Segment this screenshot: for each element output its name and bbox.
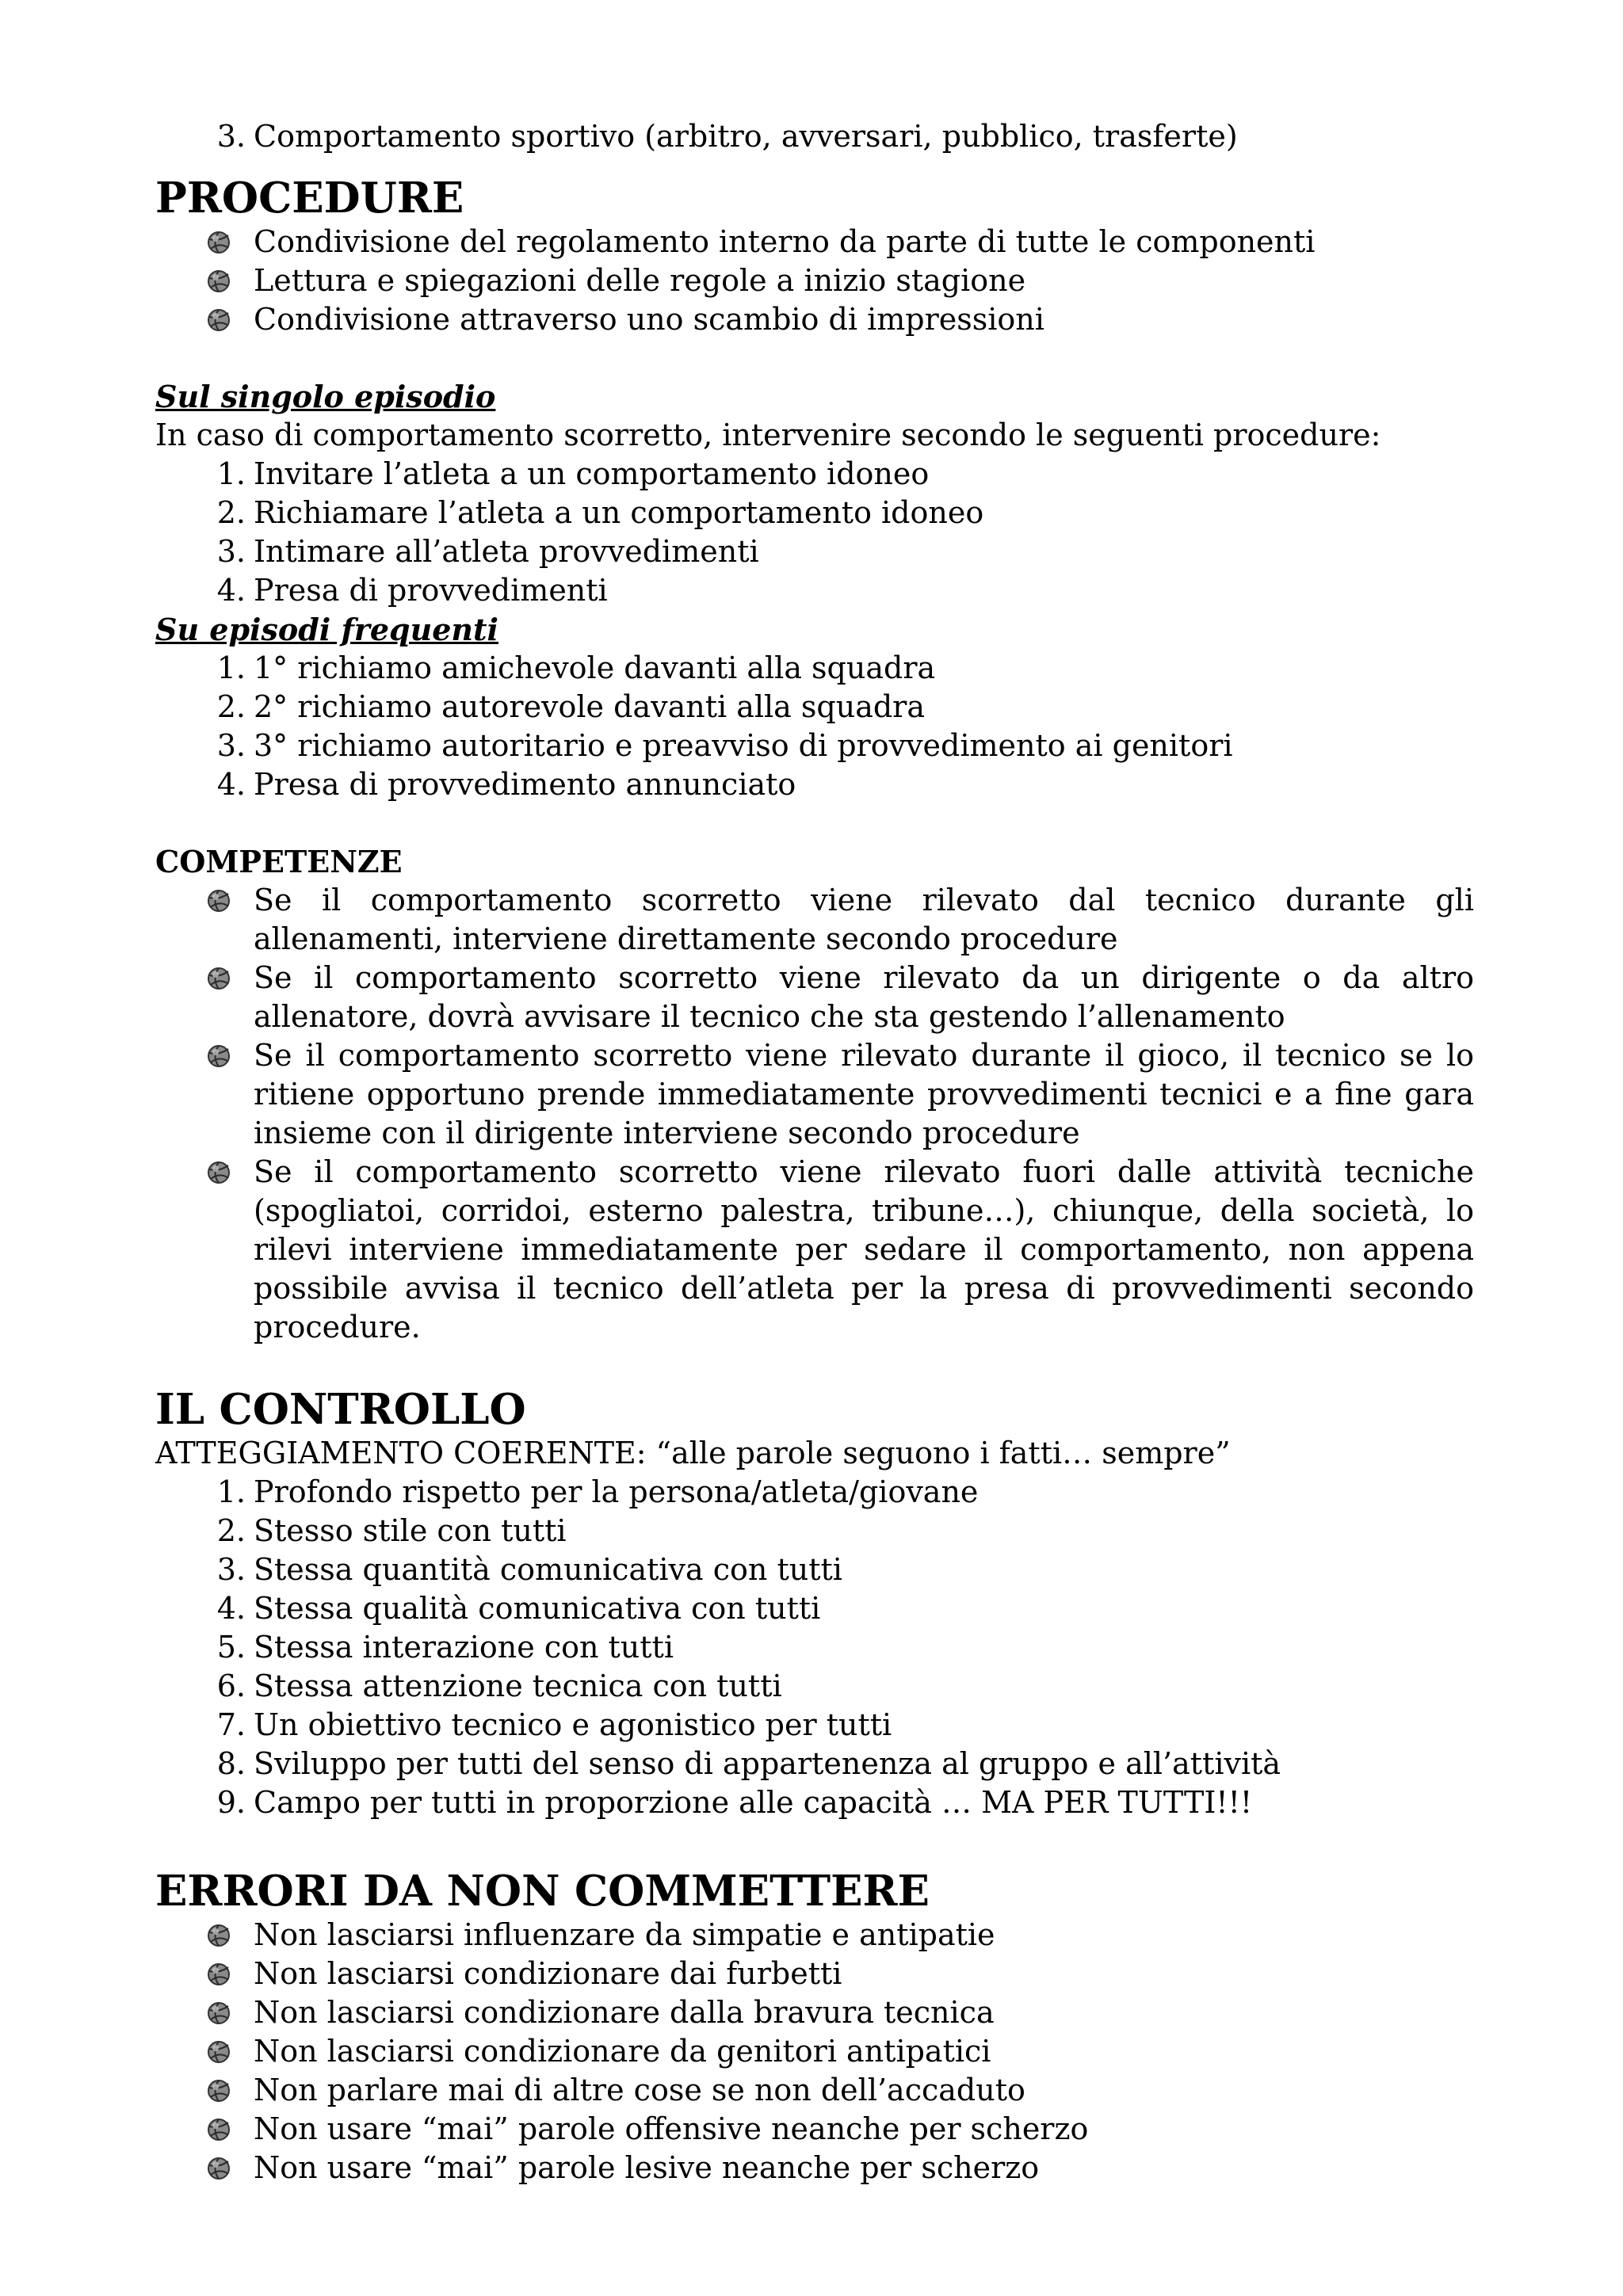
- top-numbered-list: [155, 117, 1474, 156]
- list-text: Se il comportamento scorretto viene rilevato fuori dalle attività tecniche (spogliatoi, corridoi, esterno palestra, tribune…), chiunque, della società, lo rilevi interviene immediatamente per sedare il comportamento, non appena possibile avvisa il tecnico dell’atleta per la presa di provvedimenti secondo procedure.: [254, 1154, 1474, 1344]
- list-text: Profondo rispetto per la persona/atleta/giovane: [254, 1474, 979, 1509]
- list-item: [155, 1036, 1474, 1153]
- competenze-heading: COMPETENZE: [155, 844, 403, 879]
- list-text: Non usare “mai” parole lesive neanche per scherzo: [254, 2150, 1040, 2185]
- list-text: Presa di provvedimenti: [254, 573, 608, 608]
- volleyball-icon: [207, 1044, 231, 1068]
- volleyball-icon: [207, 2079, 231, 2103]
- episodi-frequenti-list: [155, 649, 1474, 804]
- controllo-list: [155, 1473, 1474, 1822]
- list-text: Intimare all’atleta provvedimenti: [254, 534, 759, 569]
- list-number: 4.: [216, 1591, 246, 1626]
- list-number: 5.: [216, 1630, 246, 1665]
- list-item: [155, 688, 1474, 727]
- procedure-heading: PROCEDURE: [155, 174, 464, 223]
- list-text: Stesso stile con tutti: [254, 1513, 567, 1548]
- list-number: 2.: [216, 1513, 246, 1548]
- list-text: Se il comportamento scorretto viene rilevato durante il gioco, il tecnico se lo ritiene opportuno prende immediatamente provvedimenti tecnici e a fine gara insieme con il dirigente interviene secondo procedure: [254, 1038, 1474, 1150]
- errori-heading: ERRORI DA NON COMMETTERE: [155, 1867, 930, 1916]
- singolo-episodio-intro: In caso di comportamento scorretto, intervenire secondo le seguenti procedure:: [155, 418, 1381, 452]
- singolo-episodio-heading: Sul singolo episodio: [155, 379, 496, 414]
- list-text: 3° richiamo autoritario e preavviso di provvedimento ai genitori: [254, 728, 1233, 763]
- list-text: Stessa quantità comunicativa con tutti: [254, 1552, 842, 1587]
- list-number: 9.: [216, 1785, 246, 1820]
- list-item: [155, 2110, 1474, 2149]
- list-item: [155, 223, 1474, 261]
- list-item: [155, 2032, 1474, 2071]
- list-text: Condivisione attraverso uno scambio di impressioni: [254, 302, 1044, 337]
- list-number: 1.: [216, 650, 246, 685]
- list-item: [155, 2071, 1474, 2110]
- list-item: [155, 300, 1474, 339]
- list-text: Presa di provvedimento annunciato: [254, 767, 796, 802]
- list-item: [155, 1783, 1474, 1822]
- list-text: Comportamento sportivo (arbitro, avversari, pubblico, trasferte): [254, 119, 1238, 154]
- list-text: Stessa attenzione tecnica con tutti: [254, 1669, 782, 1703]
- list-text: Richiamare l’atleta a un comportamento idoneo: [254, 495, 984, 530]
- list-number: 6.: [216, 1669, 246, 1703]
- list-item: [155, 1512, 1474, 1550]
- list-item: [155, 727, 1474, 765]
- list-item: [155, 1706, 1474, 1745]
- volleyball-icon: [207, 2157, 231, 2180]
- list-number: 3.: [216, 728, 246, 763]
- controllo-intro: ATTEGGIAMENTO COERENTE: “alle parole seguono i fatti… sempre”: [155, 1436, 1231, 1470]
- list-text: 2° richiamo autorevole davanti alla squadra: [254, 689, 926, 724]
- list-item: [155, 1993, 1474, 2032]
- volleyball-icon: [207, 967, 231, 990]
- singolo-episodio-list: [155, 455, 1474, 610]
- controllo-heading: IL CONTROLLO: [155, 1385, 526, 1434]
- list-item: [155, 1667, 1474, 1706]
- document-page: [155, 117, 1474, 2187]
- volleyball-icon: [207, 308, 231, 332]
- list-text: Non usare “mai” parole offensive neanche per scherzo: [254, 2111, 1089, 2146]
- list-number: 2.: [216, 689, 246, 724]
- list-item: [155, 765, 1474, 804]
- volleyball-icon: [207, 2040, 231, 2064]
- volleyball-icon: [207, 2001, 231, 2025]
- competenze-bullet-list: [155, 881, 1474, 1347]
- list-item: [155, 532, 1474, 571]
- list-item: [155, 1550, 1474, 1589]
- list-item: [155, 455, 1474, 494]
- list-number: 3.: [216, 119, 246, 154]
- list-item: [155, 1745, 1474, 1783]
- list-text: Sviluppo per tutti del senso di appartenenza al gruppo e all’attività: [254, 1746, 1281, 1781]
- volleyball-icon: [207, 1924, 231, 1947]
- list-item: [155, 117, 1474, 156]
- list-number: 2.: [216, 495, 246, 530]
- list-item: [155, 959, 1474, 1036]
- list-text: Non lasciarsi condizionare dai furbetti: [254, 1956, 842, 1991]
- list-number: 1.: [216, 456, 246, 491]
- list-item: [155, 1473, 1474, 1512]
- list-text: Non lasciarsi influenzare da simpatie e antipatie: [254, 1917, 995, 1952]
- list-text: Condivisione del regolamento interno da parte di tutte le componenti: [254, 224, 1316, 259]
- volleyball-icon: [207, 269, 231, 293]
- volleyball-icon: [207, 231, 231, 254]
- list-item: [155, 1153, 1474, 1347]
- list-text: Non lasciarsi condizionare da genitori antipatici: [254, 2034, 991, 2069]
- list-number: 8.: [216, 1746, 246, 1781]
- list-text: Campo per tutti in proporzione alle capacità … MA PER TUTTI!!!: [254, 1785, 1253, 1820]
- list-text: Non lasciarsi condizionare dalla bravura tecnica: [254, 1995, 995, 2030]
- list-number: 3.: [216, 1552, 246, 1587]
- list-item: [155, 881, 1474, 959]
- volleyball-icon: [207, 889, 231, 913]
- list-item: [155, 1589, 1474, 1628]
- volleyball-icon: [207, 1161, 231, 1184]
- list-number: 4.: [216, 573, 246, 608]
- list-number: 1.: [216, 1474, 246, 1509]
- list-item: [155, 571, 1474, 610]
- list-item: [155, 2149, 1474, 2187]
- list-item: [155, 649, 1474, 688]
- episodi-frequenti-heading: Su episodi frequenti: [155, 612, 498, 647]
- list-text: Se il comportamento scorretto viene rilevato dal tecnico durante gli allenamenti, interviene direttamente secondo procedure: [254, 883, 1474, 956]
- list-text: Un obiettivo tecnico e agonistico per tutti: [254, 1707, 892, 1742]
- list-number: 7.: [216, 1707, 246, 1742]
- list-item: [155, 1916, 1474, 1955]
- list-item: [155, 1628, 1474, 1667]
- list-text: 1° richiamo amichevole davanti alla squadra: [254, 650, 936, 685]
- errori-bullet-list: [155, 1916, 1474, 2187]
- list-number: 3.: [216, 534, 246, 569]
- list-text: Stessa qualità comunicativa con tutti: [254, 1591, 821, 1626]
- list-text: Stessa interazione con tutti: [254, 1630, 674, 1665]
- procedure-bullet-list: [155, 223, 1474, 339]
- volleyball-icon: [207, 1962, 231, 1986]
- list-item: [155, 261, 1474, 300]
- list-text: Lettura e spiegazioni delle regole a inizio stagione: [254, 263, 1026, 298]
- list-item: [155, 494, 1474, 532]
- list-text: Non parlare mai di altre cose se non dell’accaduto: [254, 2073, 1025, 2107]
- list-item: [155, 1955, 1474, 1993]
- volleyball-icon: [207, 2118, 231, 2142]
- list-number: 4.: [216, 767, 246, 802]
- list-text: Invitare l’atleta a un comportamento idoneo: [254, 456, 930, 491]
- list-text: Se il comportamento scorretto viene rilevato da un dirigente o da altro allenatore, dovrà avvisare il tecnico che sta gestendo l’allenamento: [254, 960, 1474, 1034]
